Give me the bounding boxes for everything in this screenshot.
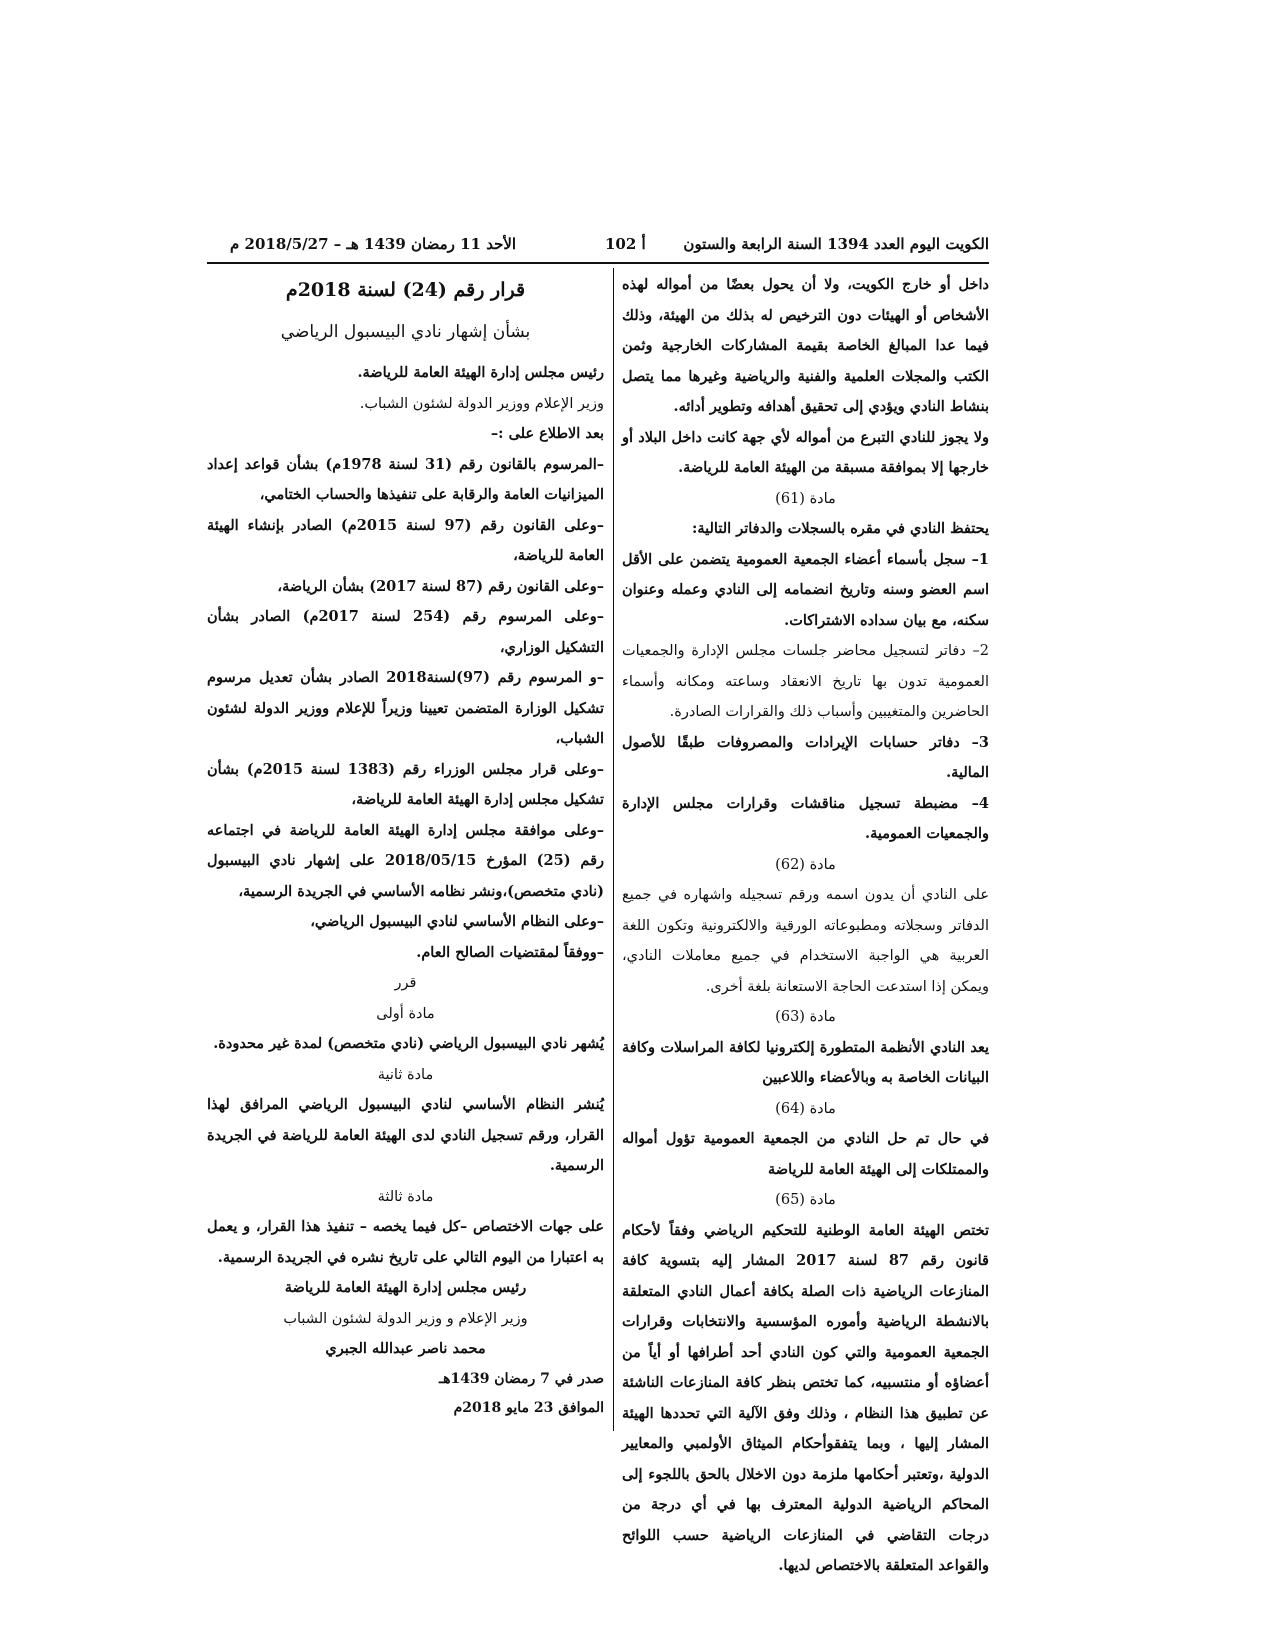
issued-date-gregorian: الموافق 23 مايو 2018م bbox=[453, 1399, 604, 1416]
page-number: أ 102 bbox=[605, 235, 646, 253]
paragraph: يُنشر النظام الأساسي لنادي البيسبول الرياضي المرافق لهذا القرار، ورقم تسجيل النادي لدى الهيئة العامة للرياضة في الجريدة الرسمية. bbox=[207, 1096, 604, 1174]
preamble-line: وزير الإعلام ووزير الدولة لشئون الشباب. bbox=[359, 395, 604, 412]
article-heading: مادة ثانية bbox=[377, 1066, 434, 1083]
decree-subtitle: بشأن إشهار نادي البيسبول الرياضي bbox=[280, 322, 531, 342]
preamble-line: رئيس مجلس إدارة الهيئة العامة للرياضة. bbox=[357, 364, 604, 381]
paragraph: يُشهر نادي البيسبول الرياضي (نادي متخصص) لمدة غير محدودة. bbox=[213, 1035, 604, 1052]
article-heading: مادة (62) bbox=[775, 856, 836, 873]
paragraph: في حال تم حل النادي من الجمعية العمومية تؤول أمواله والممتلكات إلى الهيئة العامة للرياضة bbox=[622, 1130, 989, 1178]
preamble-line: –وعلى النظام الأساسي لنادي البيسبول الرياضي، bbox=[310, 913, 604, 930]
preamble-line: –ووفقاً لمقتضيات الصالح العام. bbox=[416, 943, 604, 961]
article-heading: مادة ثالثة bbox=[377, 1188, 434, 1205]
header-issue: الكويت اليوم العدد 1394 السنة الرابعة والستون bbox=[683, 235, 989, 253]
paragraph: يحتفظ النادي في مقره بالسجلات والدفاتر التالية: bbox=[692, 520, 989, 537]
article-heading: مادة (64) bbox=[775, 1100, 836, 1117]
paragraph: يعد النادي الأنظمة المتطورة إلكترونيا لكافة المراسلات وكافة البيانات الخاصة به وبالأعضاء واللاعبين bbox=[622, 1038, 989, 1086]
decided-heading: قرر bbox=[394, 975, 417, 991]
left-column bbox=[207, 270, 604, 1423]
header-date: الأحد 11 رمضان 1439 هـ – 2018/5/27 م bbox=[230, 235, 517, 253]
list-item: 4– مضبطة تسجيل مناقشات وقرارات مجلس الإدارة والجمعيات العمومية. bbox=[622, 794, 989, 842]
signatory-name: محمد ناصر عبدالله الجبري bbox=[325, 1340, 486, 1357]
decree-title: قرار رقم (24) لسنة 2018م bbox=[285, 279, 526, 301]
issued-date-hijri: صدر في 7 رمضان 1439هـ bbox=[438, 1370, 604, 1387]
paragraph: داخل أو خارج الكويت، ولا أن يحول بعضًا من أمواله لهذه الأشخاص أو الهيئات دون الترخيص له بذلك من الهيئة، وذلك فيما عدا المبالغ الخاصة بقيمة المشاركات الخارجية وثمن الكتب والمجلات العلمية والفنية والرياضية وغيرها مما يتصل بنشاط النادي ويؤدي إلى تحقيق أهدافه وتطوير أدائه. bbox=[622, 276, 989, 415]
preamble-line: بعد الاطلاع على :– bbox=[490, 425, 604, 442]
preamble-line: –وعلى قرار مجلس الوزراء رقم (1383 لسنة 2015م) بشأن تشكيل مجلس إدارة الهيئة العامة للرياضة، bbox=[207, 760, 604, 808]
header-rule bbox=[207, 262, 989, 264]
paragraph: على جهات الاختصاص –كل فيما يخصه – تنفيذ هذا القرار، و يعمل به اعتبارا من اليوم التالي على تاريخ نشره في الجريدة الرسمية. bbox=[207, 1218, 604, 1266]
page-header bbox=[200, 233, 989, 257]
list-item: 2– دفاتر لتسجيل محاضر جلسات مجلس الإدارة والجمعيات العمومية تدون بها تاريخ الانعقاد وساعته ومكانه وأسماء الحاضرين والمتغيبين وأسباب ذلك والقرارات الصادرة. bbox=[622, 643, 989, 720]
signature-title: وزير الإعلام و وزير الدولة لشئون الشباب bbox=[283, 1310, 528, 1327]
article-heading: مادة أولى bbox=[376, 1005, 435, 1022]
preamble-line: –وعلى المرسوم رقم (254 لسنة 2017م) الصادر بشأن التشكيل الوزاري، bbox=[207, 608, 605, 656]
preamble-line: –وعلى القانون رقم (97 لسنة 2015م) الصادر بإنشاء الهيئة العامة للرياضة، bbox=[207, 516, 604, 564]
preamble-line: –المرسوم بالقانون رقم (31 لسنة 1978م) بشأن قواعد إعداد الميزانيات العامة والرقابة على تنفيذها والحساب الختامي، bbox=[207, 455, 605, 503]
preamble-line: –وعلى موافقة مجلس إدارة الهيئة العامة للرياضة في اجتماعه رقم (25) المؤرخ 2018/05/15 على إشهار نادي البيسبول (نادي متخصص)،ونشر نظامه الأساسي في الجريدة الرسمية، bbox=[207, 821, 605, 900]
list-item: 3– دفاتر حسابات الإيرادات والمصروفات طبقًا للأصول المالية. bbox=[622, 733, 989, 781]
preamble-line: –و المرسوم رقم (97)لسنة2018 الصادر بشأن تعديل مرسوم تشكيل الوزارة المتضمن تعيينا وزيراً للإعلام ووزير الدولة لشئون الشباب، bbox=[207, 669, 604, 747]
paragraph: على النادي أن يدون اسمه ورقم تسجيله واشهاره في جميع الدفاتر وسجلاته ومطبوعاته الورقية والالكترونية وتكون اللغة العربية هي الواجبة الاستخدام في جميع معاملات النادي، ويمكن إذا استدعت الحاجة الاستعانة بلغة أخرى. bbox=[622, 887, 989, 995]
article-heading: مادة (65) bbox=[775, 1192, 836, 1208]
column-divider bbox=[613, 268, 614, 1431]
paragraph: ولا يجوز للنادي التبرع من أمواله لأي جهة كانت داخل البلاد أو خارجها إلا بموافقة مسبقة من الهيئة العامة للرياضة. bbox=[622, 428, 989, 476]
right-column bbox=[622, 270, 989, 1582]
article-heading: مادة (61) bbox=[775, 490, 836, 507]
article-heading: مادة (63) bbox=[775, 1009, 836, 1025]
preamble-line: –وعلى القانون رقم (87 لسنة 2017) بشأن الرياضة، bbox=[277, 577, 604, 595]
paragraph: تختص الهيئة العامة الوطنية للتحكيم الرياضي وفقاً لأحكام قانون رقم 87 لسنة 2017 المشار إليه بتسوية كافة المنازعات الرياضية ذات الصلة بكافة أعمال النادي المتعلقة بالانشطة الرياضية وأموره المؤسسية والانتخابات وقرارات الجمعية العمومية والتي كون النادي أحد أطرافها أو أياً من أعضاؤه أو منتسبيه، كما تختص بنظر كافة المنازعات الناشئة عن تطبيق هذا النظام ، وذلك وفق الآلية التي تحددها الهيئة المشار إليها ، وبما يتفقوأحكام الميثاق الأولمبي والمعايير الدولية ،وتعتبر أحكامها ملزمة دون الاخلال بالحق باللجوء إلى المحاكم الرياضية الدولية المعترف بها في أي درجة من درجات التقاضي في المنازعات الرياضية حسب اللوائح والقواعد المتعلقة بالاختصاص لديها. bbox=[622, 1221, 989, 1574]
signature-title: رئيس مجلس إدارة الهيئة العامة للرياضة bbox=[284, 1279, 527, 1296]
list-item: 1– سجل بأسماء أعضاء الجمعية العمومية يتضمن على الأقل اسم العضو وسنه وتاريخ انضمامه إلى النادي وعمله وعنوان سكنه، مع بيان سداده الاشتراكات. bbox=[622, 550, 989, 629]
